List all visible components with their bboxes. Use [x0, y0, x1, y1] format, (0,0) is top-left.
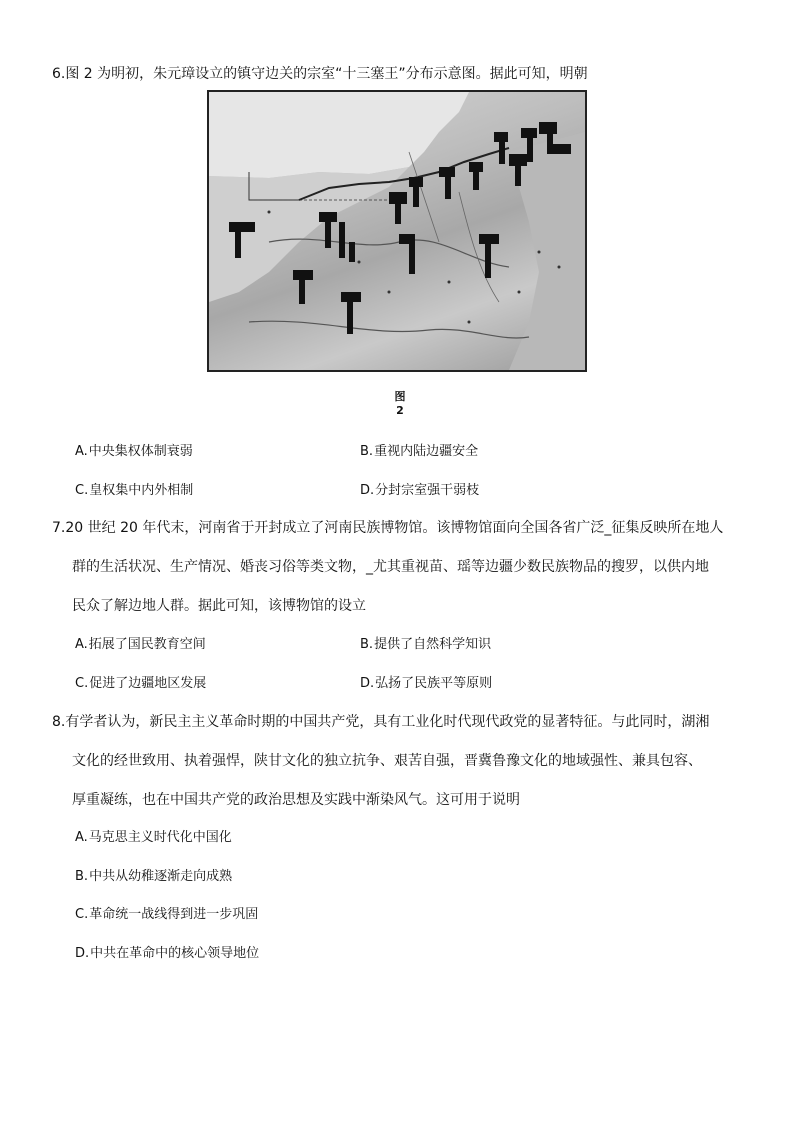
- option-label: C.: [75, 676, 89, 691]
- question-8-stem-line-3: 厚重凝练，也在中国共产党的政治思想及实践中渐染风气。这可用于说明: [72, 792, 520, 808]
- option-label: D.: [75, 946, 90, 961]
- q8-option-a[interactable]: [75, 828, 232, 848]
- option-text: 中共在革命中的核心领导地位: [90, 946, 260, 961]
- option-label: A.: [75, 830, 88, 845]
- q6-option-c[interactable]: [75, 481, 193, 501]
- q6-option-b[interactable]: [360, 442, 478, 462]
- q7-option-c[interactable]: [75, 674, 206, 694]
- option-text: 马克思主义时代化中国化: [88, 830, 232, 845]
- q8-option-d[interactable]: [75, 944, 259, 964]
- option-label: B.: [75, 869, 89, 884]
- option-text: 拓展了国民教育空间: [88, 637, 206, 652]
- option-text: 提供了自然科学知识: [374, 637, 492, 652]
- q6-option-a[interactable]: [75, 442, 193, 462]
- question-8-stem-line-2: 文化的经世致用、执着强悍，陕甘文化的独立抗争、艰苦自强，晋冀鲁豫文化的地域强性、兼具包容、: [72, 753, 702, 769]
- option-text: 促进了边疆地区发展: [89, 676, 207, 691]
- option-text: 弘扬了民族平等原则: [375, 676, 493, 691]
- question-6-stem: 6.图 2 为明初，朱元璋设立的镇守边关的宗室“十三塞王”分布示意图。据此可知，明朝: [52, 66, 588, 82]
- option-text: 中共从幼稚逐渐走向成熟: [89, 869, 233, 884]
- q7-option-d[interactable]: [360, 674, 492, 694]
- option-label: C.: [75, 483, 89, 498]
- option-text: 皇权集中内外相制: [89, 483, 194, 498]
- question-7-stem-line-2: 群的生活状况、生产情况、婚丧习俗等类文物，_尤其重视苗、瑶等边疆少数民族物品的搜罗，以供内地: [72, 559, 709, 575]
- option-text: 革命统一战线得到进一步巩固: [89, 907, 259, 922]
- question-8-stem-line-1: 8.有学者认为，新民主主义革命时期的中国共产党，具有工业化时代现代政党的显著特征。与此同时，湖湘: [52, 714, 710, 730]
- figure-caption: 图 2: [394, 390, 406, 417]
- q7-option-a[interactable]: [75, 635, 206, 655]
- q6-option-d[interactable]: [360, 481, 479, 501]
- question-7-stem-line-1: 7.20 世纪 20 年代末，河南省于开封成立了河南民族博物馆。该博物馆面向全国各省广泛_征集反映所在地人: [52, 520, 724, 536]
- option-text: 中央集权体制衰弱: [88, 444, 193, 459]
- option-label: A.: [75, 444, 88, 459]
- option-label: C.: [75, 907, 89, 922]
- thirteen-border-kings-map: [207, 90, 587, 372]
- q8-option-b[interactable]: [75, 867, 232, 887]
- option-label: A.: [75, 637, 88, 652]
- option-label: B.: [360, 444, 374, 459]
- map-illustration: [209, 92, 585, 370]
- option-label: D.: [360, 483, 375, 498]
- q7-option-b[interactable]: [360, 635, 491, 655]
- option-label: D.: [360, 676, 375, 691]
- q8-option-c[interactable]: [75, 905, 258, 925]
- question-7-stem-line-3: 民众了解边地人群。据此可知，该博物馆的设立: [72, 598, 366, 614]
- option-label: B.: [360, 637, 374, 652]
- option-text: 重视内陆边疆安全: [374, 444, 479, 459]
- option-text: 分封宗室强干弱枝: [375, 483, 480, 498]
